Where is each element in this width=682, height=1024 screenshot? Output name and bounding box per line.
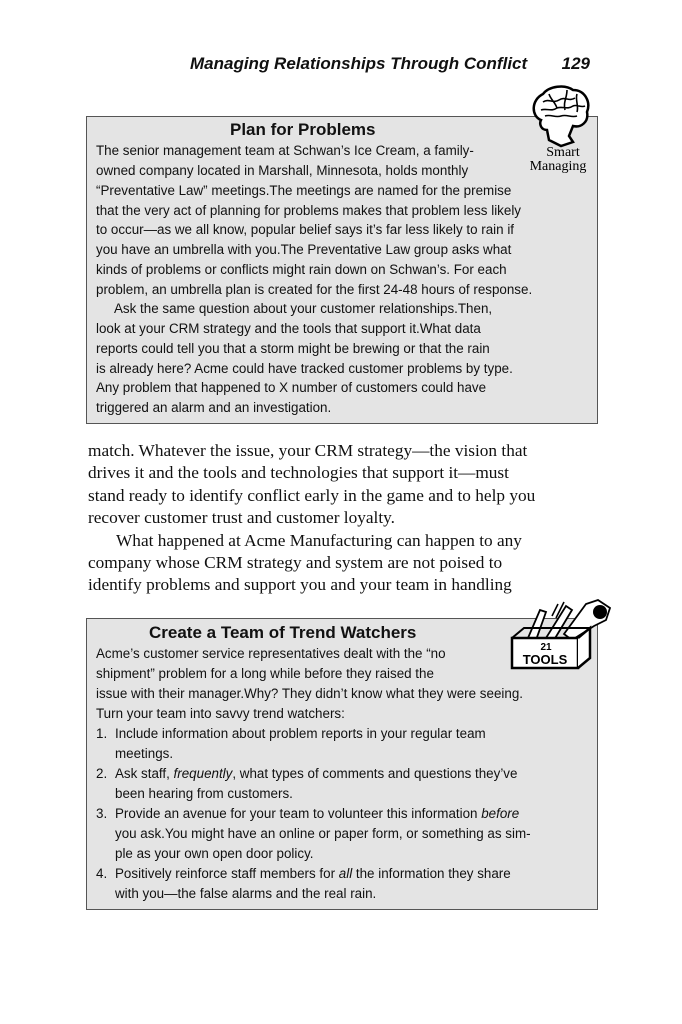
icon-label: Managing (529, 159, 587, 174)
sidebar-line: Any problem that happened to X number of customers could have (96, 380, 487, 395)
running-head (190, 52, 600, 78)
sidebar-line: “Preventative Law” meetings.The meetings are named for the premise (96, 183, 512, 198)
sidebar-line: owned company located in Marshall, Minnesota, holds monthly (96, 163, 469, 178)
chapter-title: Managing Relationships Through Conflict (190, 54, 528, 73)
list-item-continuation: with you—the false alarms and the real rain. (115, 886, 377, 901)
sidebar-line: shipment” problem for a long while before they raised the (96, 666, 434, 681)
smart-managing-brain-icon (515, 82, 601, 174)
body-text (88, 440, 598, 597)
sidebar-line: triggered an alarm and an investigation. (96, 400, 332, 415)
sidebar-line: Ask the same question about your customer relationships.Then, (114, 301, 493, 316)
list-item-continuation: meetings. (115, 746, 174, 761)
list-text: Provide an avenue for your team to volunteer this information before (115, 806, 520, 821)
sidebar-line: problem, an umbrella plan is created for the first 24-48 hours of response. (96, 282, 533, 297)
icon-label: 21 (540, 642, 552, 653)
list-number: 1. (96, 726, 108, 741)
toolbox-icon (506, 598, 616, 676)
body-line: identify problems and support you and your team in handling (88, 575, 512, 595)
body-line: recover customer trust and customer loyalty. (88, 508, 395, 528)
list-text: Include information about problem reports in your regular team (115, 726, 486, 741)
emphasis: frequently (173, 766, 233, 781)
body-line: stand ready to identify conflict early in the game and to help you (88, 485, 536, 505)
sidebar-line: Acme’s customer service representatives dealt with the “no (96, 646, 446, 661)
sidebar-line: is already here? Acme could have tracked customer problems by type. (96, 361, 513, 376)
list-number: 4. (96, 866, 108, 881)
body-line: drives it and the tools and technologies that support it—must (88, 463, 509, 483)
sidebar-title: Create a Team of Trend Watchers (149, 623, 417, 642)
sidebar-line: reports could tell you that a storm might be brewing or that the rain (96, 341, 490, 356)
list-item-continuation: you ask.You might have an online or paper form, or something as sim- (115, 826, 531, 841)
sidebar-line: Turn your team into savvy trend watchers: (96, 706, 345, 721)
sidebar-line: kinds of problems or conflicts might rain down on Schwan’s. For each (96, 262, 507, 277)
body-line: company whose CRM strategy and system are not poised to (88, 552, 503, 572)
sidebar-title: Plan for Problems (230, 120, 376, 139)
sidebar-line: you have an umbrella with you.The Preventative Law group asks what (96, 242, 512, 257)
list-item-continuation: ple as your own open door policy. (115, 846, 314, 861)
list-text: Ask staff, frequently, what types of comments and questions they’ve (115, 766, 518, 781)
list-number: 3. (96, 806, 108, 821)
sidebar-line: The senior management team at Schwan’s Ice Cream, a family- (96, 143, 474, 158)
emphasis: before (481, 806, 520, 821)
sidebar-line: to occur—as we all know, popular belief says it’s far less likely to rain if (96, 222, 515, 237)
list-item-continuation: been hearing from customers. (115, 786, 293, 801)
sidebar-line: that the very act of planning for problems makes that problem less likely (96, 203, 521, 218)
sidebar-line: issue with their manager.Why? They didn’t know what they were seeing. (96, 686, 523, 701)
list-number: 2. (96, 766, 108, 781)
body-line: match. Whatever the issue, your CRM strategy—the vision that (88, 441, 528, 460)
emphasis: all (338, 866, 353, 881)
icon-label: TOOLS (522, 652, 568, 667)
icon-label: Smart (546, 145, 580, 160)
page-number: 129 (561, 54, 590, 73)
body-line: What happened at Acme Manufacturing can happen to any (116, 530, 522, 550)
sidebar-line: look at your CRM strategy and the tools that support it.What data (96, 321, 481, 336)
list-text: Positively reinforce staff members for all the information they share (115, 866, 511, 881)
